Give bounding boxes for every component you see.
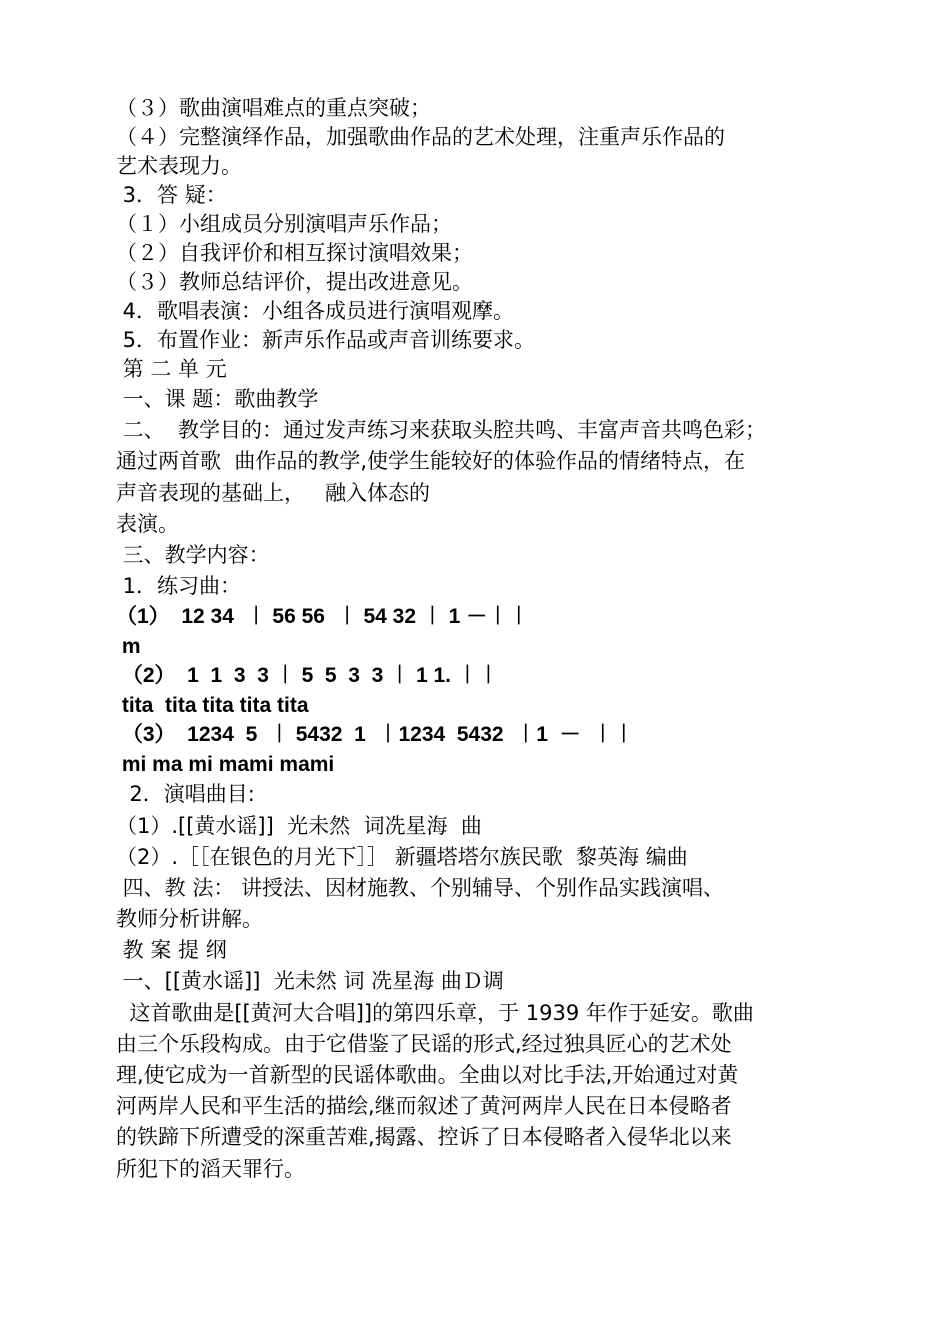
- text-line: （３）歌曲演唱难点的重点突破；: [116, 96, 431, 120]
- text-line: 二、 教学目的：通过发声练习来获取头腔共鸣、丰富声音共鸣色彩；: [116, 418, 767, 443]
- text-line: 表演。: [116, 511, 179, 536]
- text-line: （１）小组成员分别演唱声乐作品；: [116, 212, 452, 236]
- text-line: 通过两首歌 曲作品的教学,使学生能较好的体验作品的情绪特点，在: [116, 449, 746, 474]
- text-line: （３）教师总结评价，提出改进意见。: [116, 270, 473, 294]
- text-line: 1．练习曲：: [116, 574, 242, 599]
- text-line: 4．歌唱表演：小组各成员进行演唱观摩。: [116, 299, 515, 323]
- text-line: 一、课 题：歌曲教学: [116, 387, 319, 411]
- text-line: 河两岸人民和平生活的描绘,继而叙述了黄河两岸人民在日本侵略者: [116, 1094, 732, 1119]
- section-heading: 第 二 单 元: [116, 357, 227, 381]
- text-line: 的铁蹄下所遭受的深重苦难,揭露、控诉了日本侵略者入侵华北以来: [116, 1125, 732, 1150]
- text-line: 声音表现的基础上， 融入体态的: [116, 480, 431, 505]
- notation-line: （2） 1 1 3 3 ︱ 5 5 3 3 ︱ 1 1. ︱︱: [116, 664, 499, 688]
- text-line: 四、教 法： 讲授法、因材施教、个别辅导、个别作品实践演唱、: [116, 875, 725, 900]
- section-heading: 教 案 提 纲: [116, 938, 227, 963]
- syllable-line: tita tita tita tita tita: [116, 693, 309, 717]
- text-line: （２）自我评价和相互探讨演唱效果；: [116, 241, 473, 265]
- notation-line: （3） 1234 5 ︱ 5432 1 ︱1234 5432 ︱1 － ︱︱: [116, 723, 635, 747]
- text-line: 一、[[黄水谣]] 光未然 词 冼星海 曲Ｄ调: [116, 969, 504, 994]
- text-line: 理,使它成为一首新型的民谣体歌曲。全曲以对比手法,开始通过对黄: [116, 1063, 739, 1087]
- text-line: 由三个乐段构成。由于它借鉴了民谣的形式,经过独具匠心的艺术处: [116, 1031, 732, 1056]
- text-line: 这首歌曲是[[黄河大合唱]]的第四乐章，于 1939 年作于延安。歌曲: [116, 1000, 754, 1025]
- document-body: [116, 94, 856, 1185]
- syllable-line: m: [116, 634, 141, 658]
- text-line: 2．演唱曲目:: [116, 782, 255, 807]
- text-line: 三、教学内容：: [116, 542, 270, 567]
- text-line: （４）完整演绎作品，加强歌曲作品的艺术处理，注重声乐作品的: [116, 125, 725, 149]
- text-line: 艺术表现力。: [116, 154, 242, 178]
- notation-line: （1） 12 34 ︱ 56 56 ︱ 54 32 ︱ 1 －︱︱: [116, 605, 530, 629]
- syllable-line: mi ma mi mami mami: [116, 752, 335, 776]
- text-line: （2）.［［在银色的月光下］］ 新疆塔塔尔族民歌 黎英海 编曲: [116, 844, 688, 869]
- text-line: 3．答 疑：: [116, 183, 227, 207]
- text-line: 教师分析讲解。: [116, 907, 263, 932]
- text-line: 所犯下的滔天罪行。: [116, 1156, 305, 1181]
- text-line: 5．布置作业：新声乐作品或声音训练要求。: [116, 328, 536, 352]
- text-line: （1）.[[黄水谣]] 光未然 词冼星海 曲: [116, 813, 482, 838]
